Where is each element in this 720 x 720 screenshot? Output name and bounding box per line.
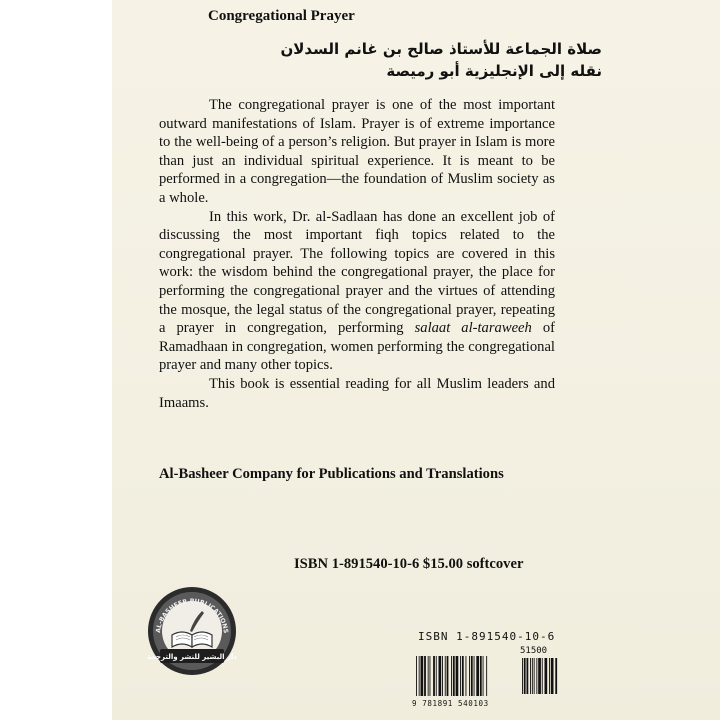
- barcode-isbn: ISBN 1-891540-10-6: [418, 630, 556, 643]
- barcode-price-code: 51500: [520, 646, 548, 656]
- arabic-translator-line: نقله إلى الإنجليزية أبو رميصة: [386, 62, 602, 80]
- logo-ring-text: AL-BASHEER PUBLICATIONS: [155, 597, 230, 634]
- book-title: Congregational Prayer: [208, 8, 355, 24]
- paragraph-2-text-end: of Ramadhaan in congregation, women performing the congregational prayer and many other topics.: [159, 320, 555, 374]
- barcode-digits: 9 781891 540103: [412, 699, 489, 708]
- publisher-logo-emblem: [146, 585, 238, 677]
- paragraph-2: [159, 208, 555, 375]
- publisher-name: Al-Basheer Company for Publications and Translations: [159, 466, 504, 482]
- barcode-block: [410, 628, 575, 708]
- logo-arabic-text: دار البشير للنشر والترجمة: [147, 653, 237, 661]
- paragraph-1: The congregational prayer is one of the most important outward manifestations of Islam. Prayer is of extreme importance to the well-being of a person’s religion. But prayer in Islam is more than just an individual spiritual experience. It is meant to be performed in a congregation—the foundation of Muslim society as a whole.: [159, 97, 555, 206]
- isbn-price-line: ISBN 1-891540-10-6 $15.00 softcover: [294, 556, 524, 572]
- arabic-title-line: صلاة الجماعة للأستاذ صالح بن غانم السدلان: [280, 40, 602, 58]
- description-text: [159, 96, 555, 412]
- paragraph-3: This book is essential reading for all Muslim leaders and Imaams.: [159, 375, 555, 411]
- paragraph-2-text: In this work, Dr. al-Sadlaan has done an excellent job of discussing the most important fiqh topics related to the congregational prayer. The following topics are covered in this work: the wisdom behind the congregational prayer, the place for performing the congregational prayer and the virtues of attending the mosque, the legal status of the congregational prayer, repeating a prayer in congregation, performing: [159, 208, 555, 337]
- publisher-logo: [146, 585, 238, 677]
- italic-term: salaat al-taraweeh: [414, 320, 532, 337]
- barcode-icon: [410, 656, 575, 698]
